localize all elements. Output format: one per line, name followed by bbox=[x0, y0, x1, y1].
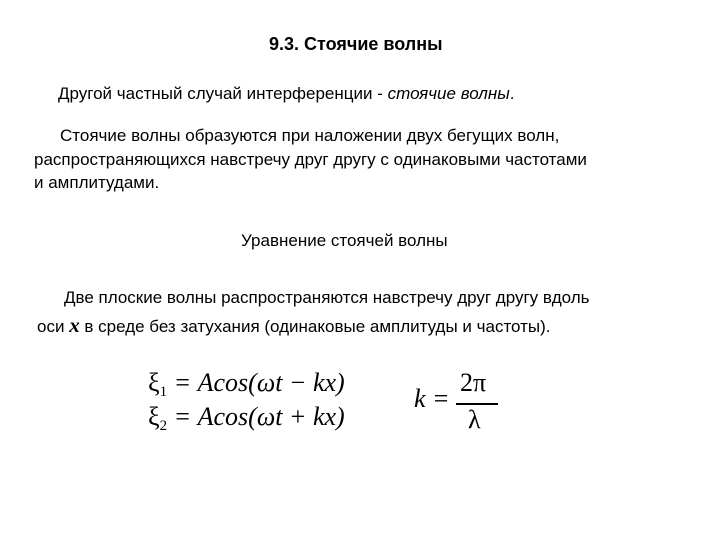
eq2-rhs: = Acos(ωt + kx) bbox=[167, 402, 345, 431]
intro-text: Другой частный случай интерференции - bbox=[58, 84, 388, 103]
intro-term: стоячие волны bbox=[387, 84, 510, 103]
definition-line-3: и амплитудами. bbox=[34, 173, 160, 192]
wavenumber-numerator: 2π bbox=[460, 368, 487, 397]
page-title: 9.3. Стоячие волны bbox=[269, 34, 443, 54]
section-subheading: Уравнение стоячей волны bbox=[241, 231, 448, 250]
eq1-subscript: 1 bbox=[159, 384, 168, 400]
wavenumber-lhs: k = bbox=[414, 384, 450, 413]
equation-wave-2 bbox=[148, 402, 345, 441]
waves-line-2-start: оси bbox=[37, 317, 70, 336]
definition-line-1: Стоячие волны образуются при наложении двух бегущих волн, bbox=[60, 126, 560, 145]
intro-paragraph bbox=[58, 84, 514, 104]
eq2-subscript: 2 bbox=[159, 418, 168, 434]
waves-line-2-end: в среде без затухания (одинаковые амплитуды и частоты). bbox=[79, 317, 551, 336]
eq1-variable: ξ bbox=[148, 368, 160, 397]
eq1-rhs: = Acos(ωt − kx) bbox=[167, 368, 345, 397]
eq2-variable: ξ bbox=[148, 402, 160, 431]
axis-variable: x bbox=[69, 313, 80, 337]
wavenumber-denominator: λ bbox=[468, 405, 481, 434]
waves-line-1: Две плоские волны распространяются навстречу друг другу вдоль bbox=[64, 288, 590, 307]
waves-line-2 bbox=[37, 315, 551, 337]
definition-line-2: распространяющихся навстречу друг другу с одинаковыми частотами bbox=[34, 150, 587, 169]
intro-end: . bbox=[509, 84, 515, 103]
